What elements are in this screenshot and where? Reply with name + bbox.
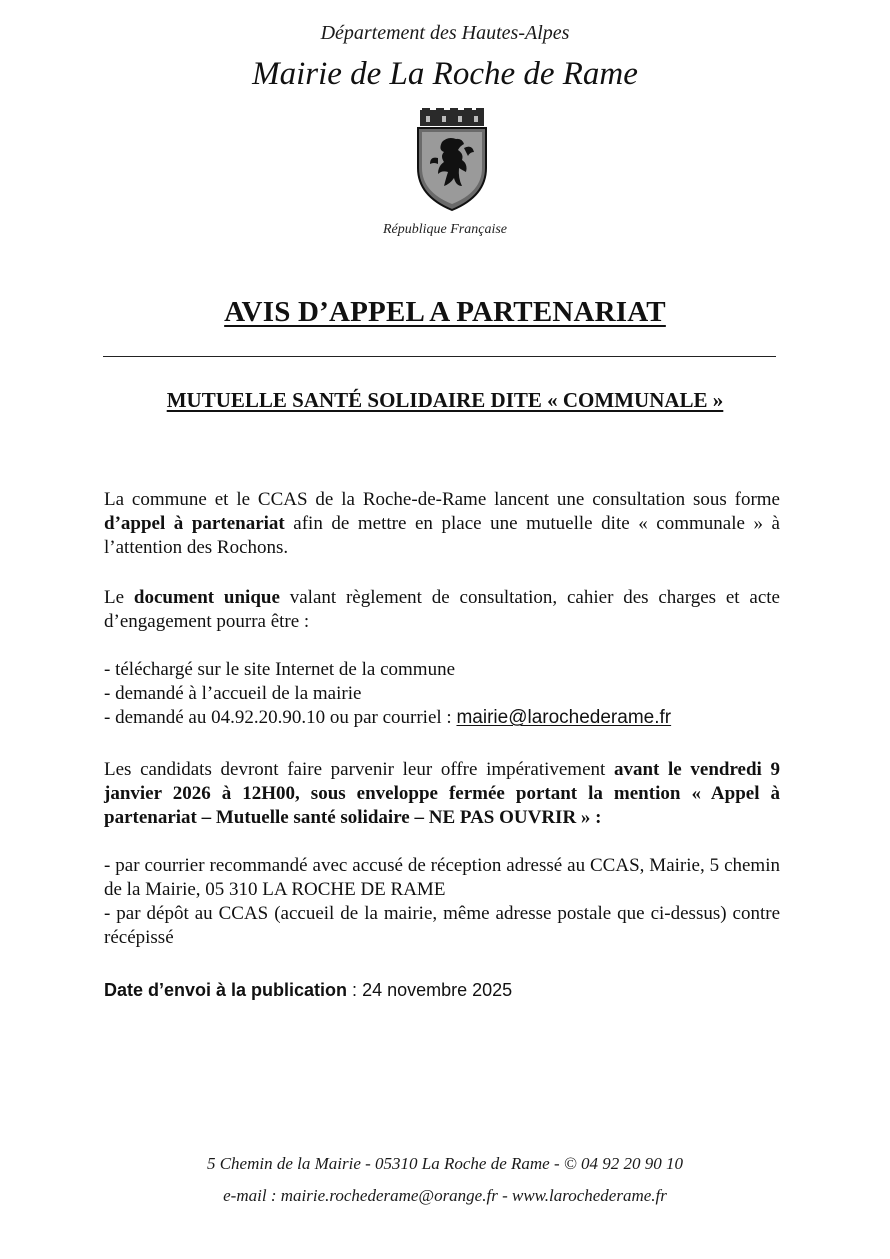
deadline-text-a: Les candidats devront faire parvenir leur offre impérativement [104,759,614,780]
list-item: - téléchargé sur le site Internet de la commune [104,659,455,680]
departement-heading: Département des Hautes-Alpes [320,22,570,44]
deadline-paragraph [104,758,780,830]
submission-methods-list [104,854,780,950]
list-item: - par dépôt au CCAS (accueil de la mairie, même adresse postale que ci-dessus) contre récépissé [104,903,780,948]
deadline-text-bold: avant le vendredi 9 janvier 2026 à 12H00, sous enveloppe fermée portant la mention « Appel à partenariat – Mutuelle santé solidaire – NE PAS OUVRIR » : [104,759,780,828]
list-item [104,706,780,730]
footer-contact: e-mail : mairie.rochederame@orange.fr - www.larochederame.fr [223,1186,667,1205]
document-text-c: valant règlement de consultation, cahier des charges et acte d’engagement pourra être : [104,587,780,632]
title-divider [103,356,776,357]
publication-date-separator: : [347,980,363,1000]
intro-text-c: afin de mettre en place une mutuelle dite « communale » à l’attention des Rochons. [104,513,780,558]
retrieval-options-list [104,658,780,730]
email-link[interactable]: mairie@larochederame.fr [456,707,672,728]
publication-date-value: 24 novembre 2025 [362,980,513,1000]
footer-address: 5 Chemin de la Mairie - 05310 La Roche de Rame - © 04 92 20 90 10 [206,1154,684,1173]
intro-paragraph [104,488,780,560]
publication-date-label: Date d’envoi à la publication [104,980,348,1000]
list-item: - par courrier recommandé avec accusé de réception adressé au CCAS, Mairie, 5 chemin de la Mairie, 05 310 LA ROCHE DE RAME [104,855,780,900]
document-paragraph [104,586,780,634]
lion-rampant-crest-icon [412,108,492,212]
list-item: - demandé à l’accueil de la mairie [104,683,362,704]
mairie-heading: Mairie de La Roche de Rame [252,56,638,92]
subtitle: MUTUELLE SANTÉ SOLIDAIRE DITE « COMMUNALE » [166,388,724,412]
document-text-bold: document unique [133,587,280,608]
contact-prefix: - demandé au 04.92.20.90.10 ou par courriel : [104,707,457,728]
publication-date [104,980,512,1001]
main-title: AVIS D’APPEL A PARTENARIAT [224,296,666,328]
intro-text-a: La commune et le CCAS de la Roche-de-Rame lancent une consultation sous forme [104,489,780,510]
intro-text-bold: d’appel à partenariat [104,513,285,534]
document-text-a: Le [104,587,134,608]
republique-francaise-label: République Française [382,222,508,237]
